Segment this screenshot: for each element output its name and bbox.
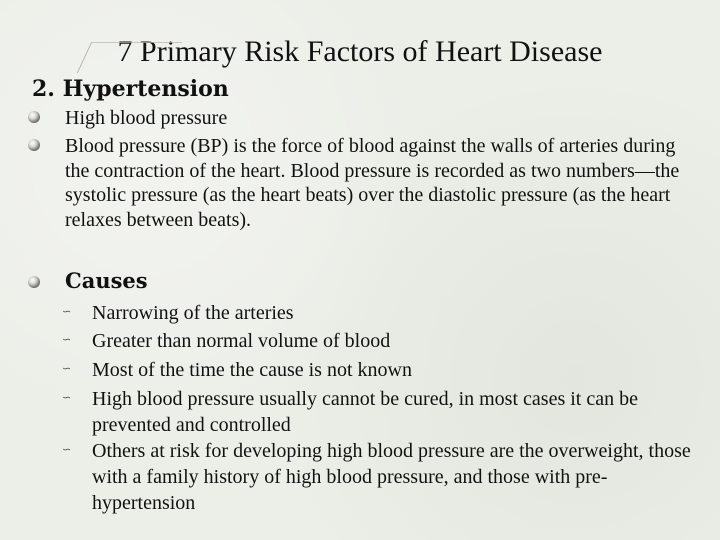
cause-text: Most of the time the cause is not known bbox=[92, 359, 412, 381]
bullet-high-blood-pressure bbox=[28, 106, 685, 130]
cause-text: Others at risk for developing high blood pressure are the overweight, those with a family history of high blood pressure, and those with pre-hypertension bbox=[92, 440, 691, 514]
bullet-bp-definition bbox=[28, 134, 685, 232]
orb-bullet-icon bbox=[28, 111, 40, 123]
wave-bullet-icon: ∽ bbox=[62, 443, 72, 456]
wave-bullet-icon: ∽ bbox=[62, 391, 72, 404]
bullet-text: High blood pressure bbox=[65, 107, 228, 129]
section-heading: 2. Hypertension bbox=[32, 76, 229, 102]
wave-bullet-icon: ∽ bbox=[62, 333, 72, 346]
cause-text: Narrowing of the arteries bbox=[92, 302, 294, 324]
wave-bullet-icon: ∽ bbox=[62, 362, 72, 375]
bullet-text: Blood pressure (BP) is the force of blood against the walls of arteries during the contraction of the heart. Blood pressure is recorded as two numbers—the systolic pressure (as the heart beats) over the diastolic pressure (as the heart relaxes between beats). bbox=[65, 135, 680, 231]
cause-item bbox=[62, 386, 700, 438]
wave-bullet-icon: ∽ bbox=[62, 305, 72, 318]
title-container bbox=[0, 34, 720, 70]
cause-text: High blood pressure usually cannot be cured, in most cases it can be prevented and controlled bbox=[92, 388, 638, 436]
cause-item bbox=[62, 328, 700, 354]
slide-title: 7 Primary Risk Factors of Heart Disease bbox=[98, 34, 623, 70]
causes-heading: Causes bbox=[65, 268, 148, 293]
orb-bullet-icon bbox=[28, 276, 40, 288]
cause-item bbox=[62, 438, 700, 516]
cause-item bbox=[62, 300, 700, 326]
bullet-causes bbox=[28, 268, 685, 294]
orb-bullet-icon bbox=[28, 139, 40, 151]
cause-text: Greater than normal volume of blood bbox=[92, 330, 391, 352]
cause-item bbox=[62, 357, 700, 383]
